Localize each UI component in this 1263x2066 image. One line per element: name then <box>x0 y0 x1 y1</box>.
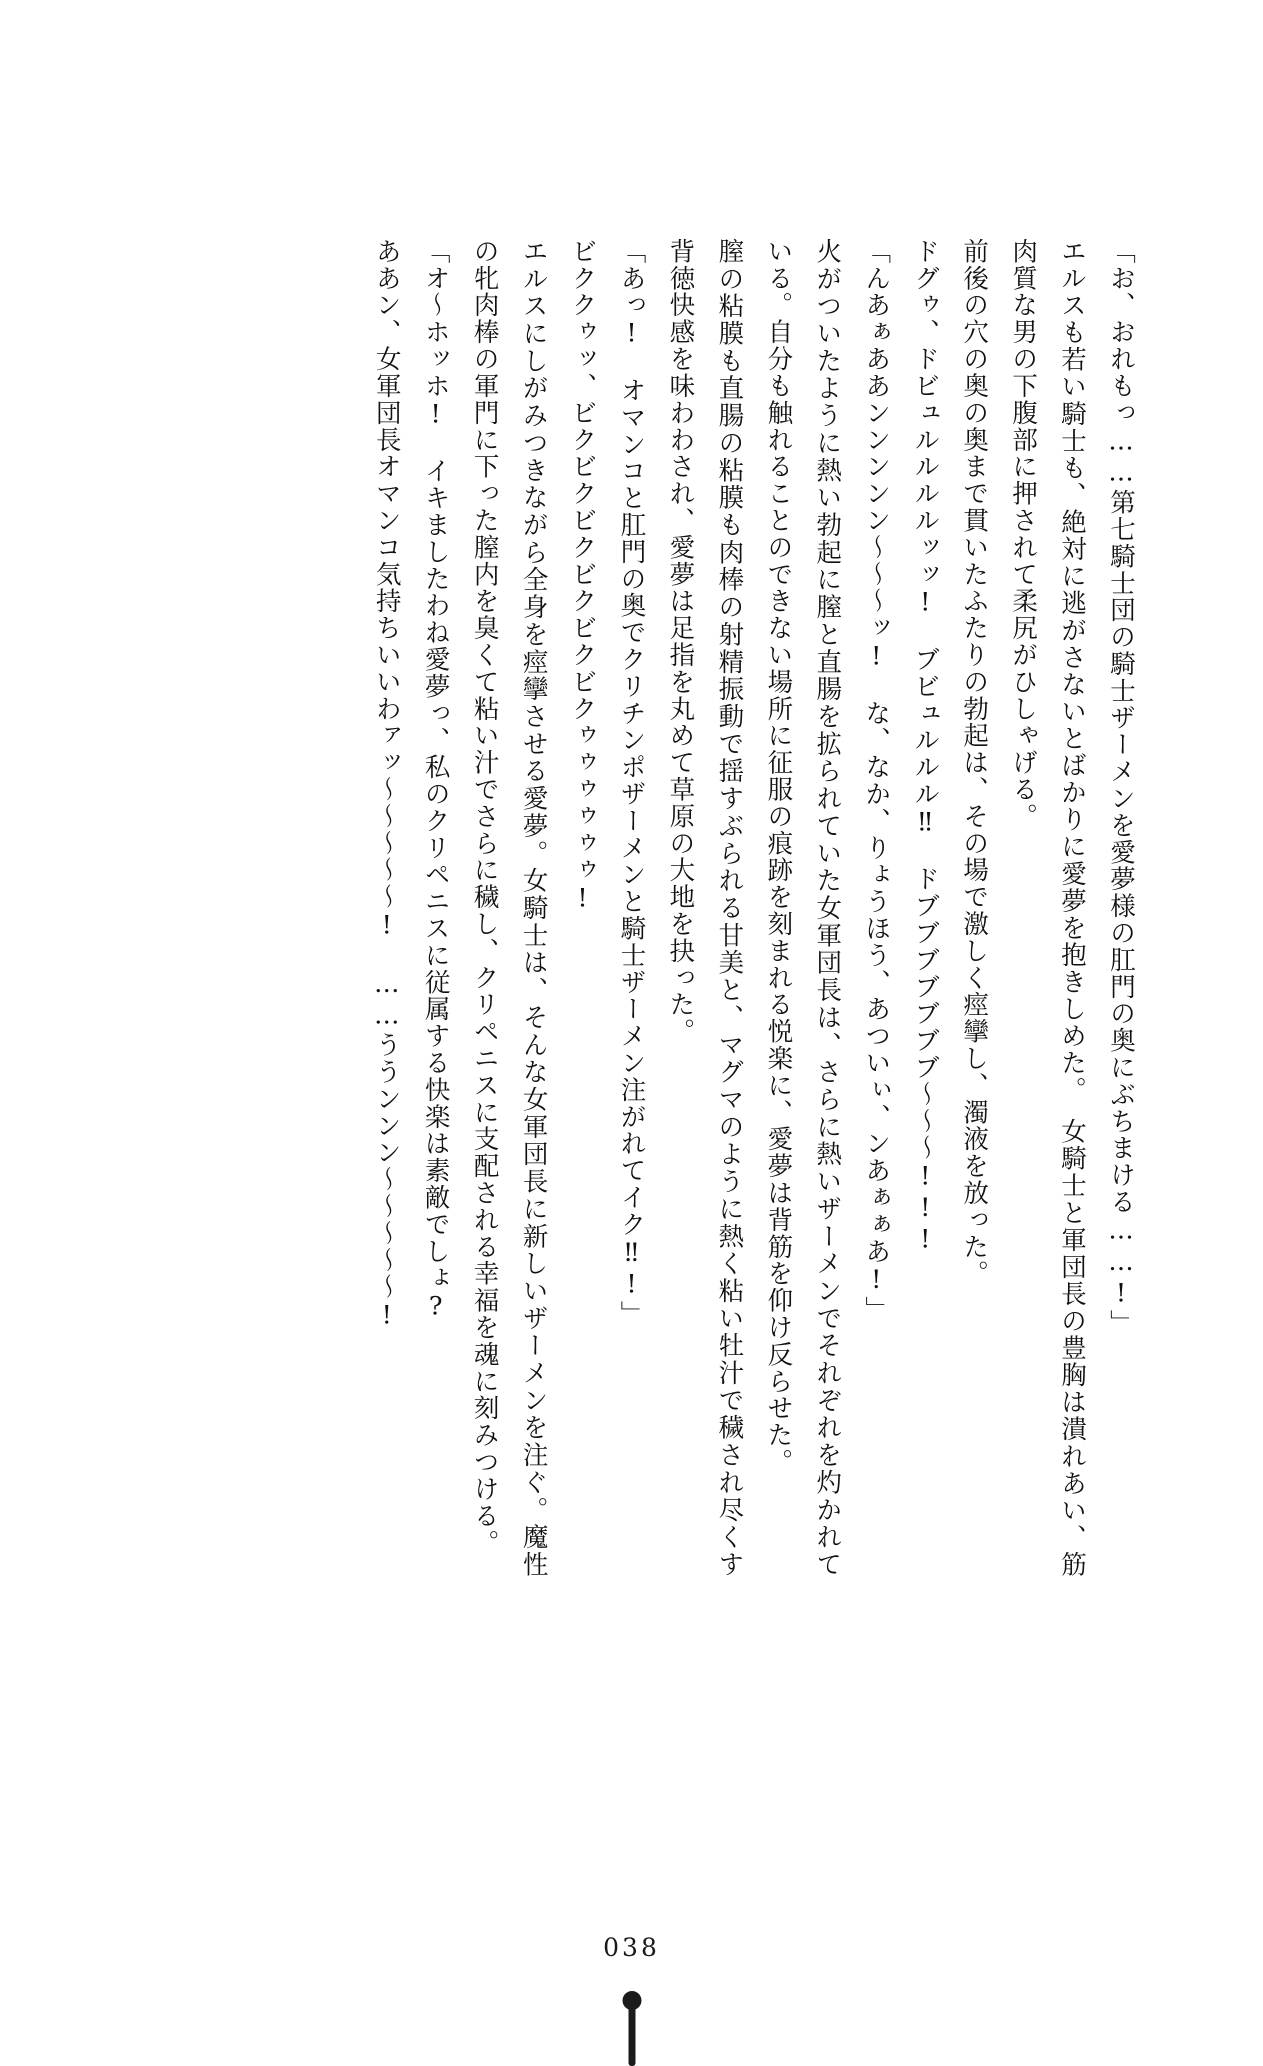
paragraph: 前後の穴の奥の奥まで貫いたふたりの勃起は、その場で激しく痙攣し、濁液を放った。 <box>959 238 990 1288</box>
paragraph: エルスも若い騎士も、絶対に逃がさないとばかりに愛夢を抱きしめた。 女騎士と軍団長の豊胸は潰れあい、筋肉質な男の下腹部に押されて柔尻がひしゃげる。 <box>1008 238 1088 1578</box>
paragraph: 「あっ! オマンコと肛門の奥でクリチンポザーメンと騎士ザーメン注がれてイク‼!」 <box>616 238 647 1328</box>
paragraph: 火がついたように熱い勃起に膣と直腸を拡られていた女軍団長は、さらに熱いザーメンでそれぞれを灼かれている。自分も触れることのできない場所に征服の痕跡を刻まれる悦楽に、愛夢は背筋を仰け反らせた。 <box>763 238 843 1578</box>
paragraph: ドグゥ、ドビュルルルルッッ! ブビュルルル‼ ドブブブブブブブ～～～!!! <box>910 238 941 1256</box>
novel-body-text <box>115 238 1145 1578</box>
paragraph: 「オ～ホッホ! イキましたわね愛夢っ、私のクリペニスに従属する快楽は素敵でしょ? <box>420 238 451 1324</box>
paragraph: エルスにしがみつきながら全身を痙攣させる愛夢。女騎士は、そんな女軍団長に新しいザーメンを注ぐ。魔性の牝肉棒の軍門に下った膣内を臭くて粘い汁でさらに穢し、クリペニスに支配される幸福を魂に刻みつける。 <box>469 238 549 1578</box>
paragraph: 「お、おれもっ……第七騎士団の騎士ザーメンを愛夢様の肛門の奥にぶちまける……!」 <box>1106 238 1136 1337</box>
paragraph: ああン、女軍団長オマンコ気持ちいいわァッ～～～～～! ……ううンンン～～～～～! <box>371 238 402 1333</box>
paragraph: 「んあぁああンンンンン～～～ッ! な、なか、りょうほう、あついぃ、ンあぁぁあ!」 <box>861 238 892 1324</box>
paragraph: 膣の粘膜も直腸の粘膜も肉棒の射精振動で揺すぶられる甘美と、マグマのように熱く粘い牡汁で穢され尽くす背徳快感を味わわされ、愛夢は足指を丸めて草原の大地を抉った。 <box>665 238 745 1578</box>
spine-bar-mark <box>628 2004 635 2066</box>
paragraph: ビククゥッ、ビクビクビクビクビクビクゥゥゥゥゥゥ! <box>567 238 598 916</box>
page-number: 038 <box>603 1933 660 1962</box>
